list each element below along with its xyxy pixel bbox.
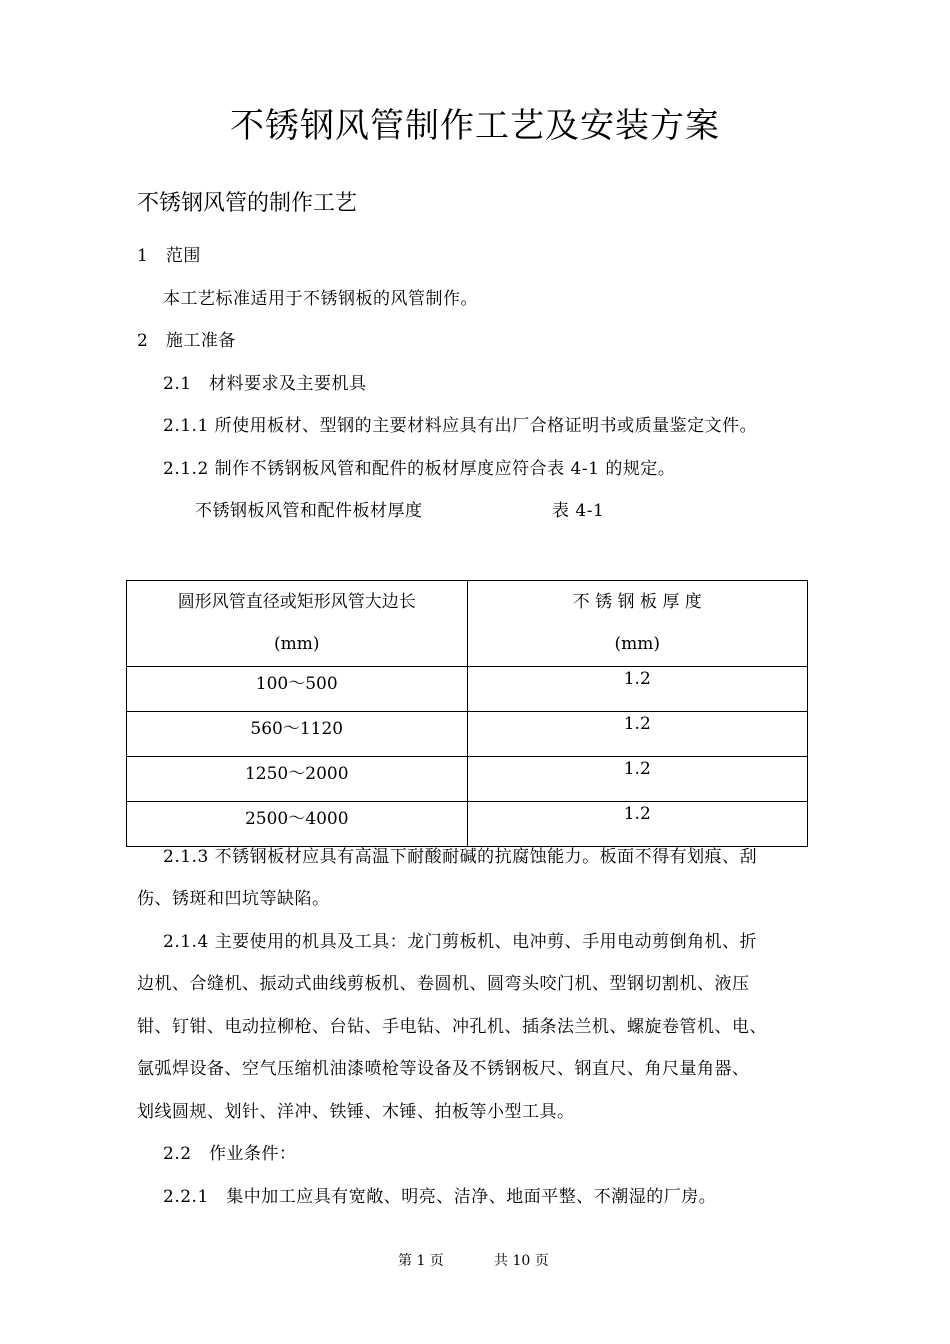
clause-2-1-4-line-3: 钳、钉钳、电动拉柳枪、台钻、手电钻、冲孔机、插条法兰机、螺旋卷管机、电、	[137, 1017, 767, 1037]
table-number: 表 4-1	[552, 501, 605, 521]
table-cell-thickness: 1.2	[467, 802, 808, 847]
table-cell-thickness: 1.2	[467, 712, 808, 757]
clause-2-1-2: 2.1.2 制作不锈钢板风管和配件的板材厚度应符合表 4-1 的规定。	[163, 459, 676, 479]
table-cell-dimension: 100～500	[127, 667, 468, 712]
table-cell-dimension: 1250～2000	[127, 757, 468, 802]
footer-total-pages: 共 10 页	[494, 1253, 549, 1269]
clause-2-1-4-line-1: 2.1.4 主要使用的机具及工具：龙门剪板机、电冲剪、手用电动剪倒角机、折	[163, 932, 758, 952]
heading-2-1-materials: 2.1 材料要求及主要机具	[163, 374, 367, 394]
header-dimension-label: 圆形风管直径或矩形风管大边长	[177, 592, 416, 612]
heading-2-2-conditions: 2.2 作业条件：	[163, 1144, 297, 1164]
scope-paragraph: 本工艺标准适用于不锈钢板的风管制作。	[163, 289, 478, 309]
table-row	[127, 667, 808, 712]
table-cell-thickness: 1.2	[467, 667, 808, 712]
table-cell-thickness: 1.2	[467, 757, 808, 802]
document-title: 不锈钢风管制作工艺及安装方案	[230, 106, 720, 146]
table-header-row	[127, 581, 808, 667]
table-row	[127, 802, 808, 847]
table-cell-dimension: 2500～4000	[127, 802, 468, 847]
table-row	[127, 757, 808, 802]
clause-2-2-1: 2.2.1 集中加工应具有宽敞、明亮、洁净、地面平整、不潮湿的厂房。	[163, 1187, 717, 1207]
clause-2-1-4-line-2: 边机、合缝机、振动式曲线剪板机、卷圆机、圆弯头咬门机、型钢切割机、液压	[137, 974, 750, 994]
header-thickness-label: 不 锈 钢 板 厚 度	[572, 592, 702, 612]
header-thickness-unit: (mm)	[614, 634, 660, 654]
clause-2-1-3-line-1: 2.1.3 不锈钢板材应具有高温下耐酸耐碱的抗腐蚀能力。板面不得有划痕、刮	[163, 847, 758, 867]
table-caption: 不锈钢板风管和配件板材厚度	[195, 501, 423, 521]
clause-2-1-3-line-2: 伤、锈斑和凹坑等缺陷。	[137, 889, 330, 909]
clause-2-1-1: 2.1.1 所使用板材、型钢的主要材料应具有出厂合格证明书或质量鉴定文件。	[163, 416, 758, 436]
table-cell-dimension: 560～1120	[127, 712, 468, 757]
clause-2-1-4-line-5: 划线圆规、划针、洋冲、铁锤、木锤、拍板等小型工具。	[137, 1102, 575, 1122]
header-cell-dimension	[127, 581, 468, 667]
section-subtitle: 不锈钢风管的制作工艺	[137, 191, 358, 216]
heading-1-scope: 1 范围	[137, 246, 201, 266]
heading-2-preparation: 2 施工准备	[137, 331, 236, 351]
clause-2-1-4-line-4: 氩弧焊设备、空气压缩机油漆喷枪等设备及不锈钢板尺、钢直尺、角尺量角器、	[137, 1059, 750, 1079]
footer-page-number: 第 1 页	[398, 1253, 444, 1269]
header-cell-thickness	[467, 581, 808, 667]
table-row	[127, 712, 808, 757]
thickness-table	[126, 580, 808, 847]
header-dimension-unit: (mm)	[273, 634, 320, 654]
